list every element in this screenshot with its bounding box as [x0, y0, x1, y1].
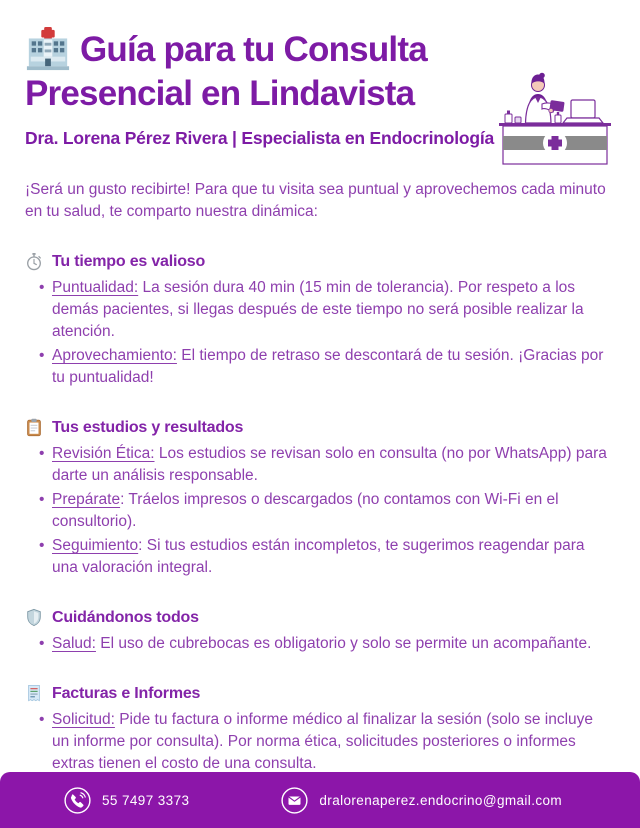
bullet-text: Los estudios se revisan solo en consulta (no por WhatsApp) para darte un análisis responsable. — [52, 445, 607, 484]
list-item — [39, 633, 611, 655]
section-heading: Facturas e Informes — [52, 684, 201, 702]
bullet-lead: Salud: — [52, 635, 96, 652]
list-item — [39, 443, 611, 487]
email-contact — [281, 787, 562, 814]
email-icon — [281, 787, 308, 814]
contact-footer — [0, 772, 640, 828]
stopwatch-icon — [25, 252, 43, 271]
section-estudios — [25, 418, 615, 579]
bullet-lead: Prepárate — [52, 491, 121, 508]
header — [25, 26, 615, 149]
intro-paragraph: ¡Será un gusto recibirte! Para que tu visita sea puntual y aprovechemos cada minuto en tu salud, te comparto nuestra dinámica: — [25, 181, 606, 220]
bullet-lead: Aprovechamiento: — [52, 347, 177, 364]
bullet-text: El tiempo de retraso se descontará de tu sesión. ¡Gracias por tu puntualidad! — [52, 347, 604, 386]
bullet-lead: Seguimiento — [52, 537, 139, 554]
section-cuidandonos — [25, 608, 615, 655]
bullet-text: : Si tus estudios están incompletos, te sugerimos reagendar para una valoración integral. — [52, 537, 585, 576]
phone-icon — [64, 787, 91, 814]
list-item — [39, 535, 611, 579]
list-item — [39, 277, 611, 343]
clipboard-icon — [25, 418, 43, 437]
hospital-icon — [25, 26, 71, 72]
doctor-counter-illustration — [497, 72, 613, 166]
bullet-text: Pide tu factura o informe médico al finalizar la sesión (solo se incluye un informe por consulta). Por norma ética, solicitudes posteriores o informes extras tienen el costo de una consulta. — [52, 711, 594, 772]
email-address: dralorenaperez.endocrino@gmail.com — [319, 792, 563, 808]
doctor-subtitle: Dra. Lorena Pérez Rivera | Especialista en Endocrinología — [25, 128, 495, 148]
bullet-text: La sesión dura 40 min (15 min de tolerancia). Por respeto a los demás pacientes, si llegas después de este tiempo no será posible realizar la atención. — [52, 279, 584, 340]
section-heading: Tu tiempo es valioso — [52, 252, 206, 270]
section-heading: Tus estudios y resultados — [52, 418, 244, 436]
title-line-1: Guía para tu Consulta — [80, 29, 427, 69]
section-facturas — [25, 684, 615, 775]
section-heading: Cuidándonos todos — [52, 608, 199, 626]
phone-contact — [64, 787, 189, 814]
list-item — [39, 489, 611, 533]
bullet-text: : Tráelos impresos o descargados (no contamos con Wi-Fi en el consultorio). — [52, 491, 559, 530]
title-line-2: Presencial en Lindavista — [25, 74, 415, 113]
bullet-lead: Revisión Ética: — [52, 445, 155, 462]
phone-number: 55 7497 3373 — [102, 792, 190, 808]
section-tu-tiempo — [25, 252, 615, 389]
bullet-lead: Solicitud: — [52, 711, 115, 728]
receipt-icon — [25, 684, 43, 703]
bullet-lead: Puntualidad: — [52, 279, 139, 296]
list-item — [39, 709, 611, 775]
list-item — [39, 345, 611, 389]
bullet-text: El uso de cubrebocas es obligatorio y solo se permite un acompañante. — [95, 635, 592, 652]
shield-icon — [25, 608, 43, 627]
